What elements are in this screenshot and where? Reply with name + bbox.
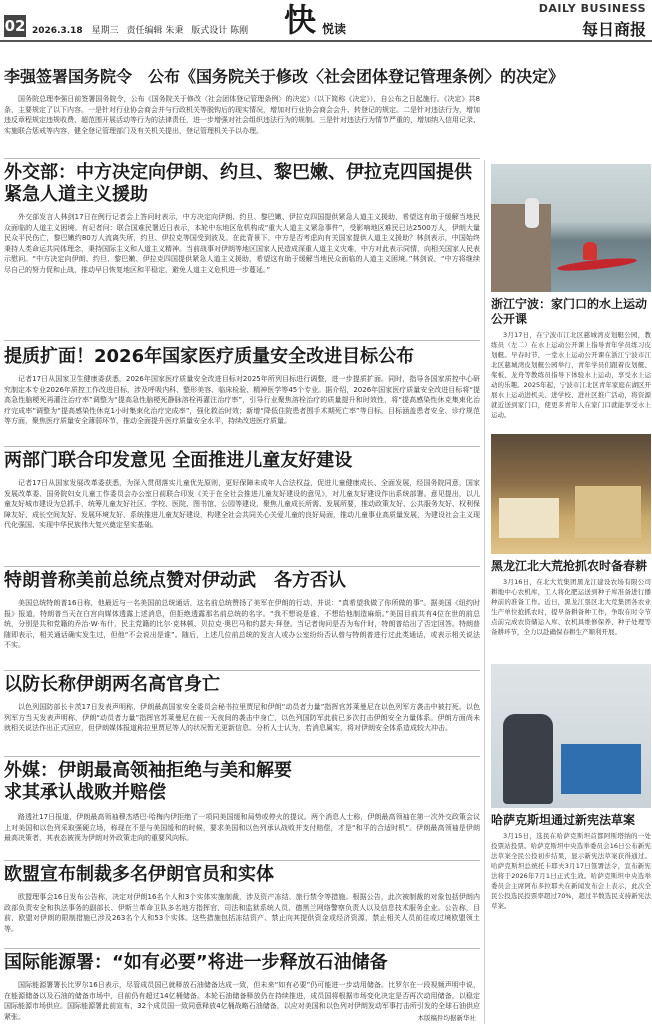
article-body: 记者17日从国家发展改革委获悉，为深入贯彻落实儿童优先原则，更好保障未成年人合法权益，促进儿童健康成长、全面发展，经国务院同意，国家发展改革委、国务院妇女儿童工作委员会办公室日前联合印发《关于在全社会推进儿童友好建设的意见》，对儿童友好建设作出系统部署。意见提出，以儿童友好城市建设为总抓手，统筹儿童友好社区、学校、医院、图书馆、公园等建设，聚焦儿童成长所需、发展所要，推动政策友好、公共服务友好、权利保障友好、成长空间友好、发展环境友好，系统推进儿童友好建设，构建全社会共同关心关爱儿童的良好局面，推动儿童事业高质量发展，为建设社会主义现代化强国、实现中华民族伟大复兴奠定坚实基础。 xyxy=(4,479,480,529)
masthead xyxy=(0,0,652,42)
section-name: 悦读 xyxy=(322,22,347,36)
article-headline[interactable]: 李强签署国务院令 公布《国务院关于修改〈社会团体登记管理条例〉的决定》 xyxy=(4,67,565,86)
article-headline[interactable] xyxy=(4,162,480,208)
photo-story-caption: 3月16日，在北大荒集团黑龙江建设农场有限公司耕地中心农机库，工人将化肥运送到种子库准备进行播种前的准备工作。近日，黑龙江垦区北大荒集团各农业生产单位抢抓农时，提早备耕备种工作，争取在时令节点前完成农资储运入库、农机具维修保养、种子处理等备耕环节，全力以赴确保春耕生产顺利开展。 xyxy=(491,578,651,636)
divider xyxy=(4,948,480,949)
article-headline[interactable]: 两部门联合印发意见 全面推进儿童友好建设 xyxy=(4,450,353,471)
photo-story-title[interactable]: 浙江宁波：家门口的水上运动公开课 xyxy=(491,297,648,326)
article xyxy=(4,450,480,566)
article-body: 欧盟理事会16日发布公告称，决定对伊朗16名个人和3个实体实施制裁，涉及资产冻结、旅行禁令等措施。根据公告，此次被制裁的对象包括伊朗内政部负责安全和执法事务的副部长、伊斯兰革命卫队多名地方指挥官、司法和监狱系统人员、德黑兰网络警察负责人以及信息技术服务企业。公告称，目前，欧盟对伊朗的限制措施已涉及263名个人和53个实体。这些措施包括冻结资产、禁止向其提供资金或经济资源，禁止相关人员前往或过境欧盟领土等。 xyxy=(4,893,480,933)
article xyxy=(4,66,565,158)
photo-story-title[interactable]: 黑龙江北大荒抢抓农时备春耕 xyxy=(491,559,648,573)
article xyxy=(4,162,480,342)
article xyxy=(4,570,480,670)
dateline xyxy=(32,23,253,36)
page-number: 02 xyxy=(4,17,26,35)
weekday: 星期三 xyxy=(91,26,119,36)
brand-english: DAILY BUSINESS xyxy=(538,2,646,15)
photo-ballot-box xyxy=(561,744,641,794)
photo-fertilizer-warehouse xyxy=(491,434,651,554)
side-column xyxy=(484,160,651,1024)
divider xyxy=(4,446,480,447)
section-logo: 快 xyxy=(284,1,317,39)
article-body: 美国总统特朗普16日称，他最近与一名美国前总统通话，这名前总统赞扬了美军在伊朗的行动，并说：“真希望我做了你所做的事”。据美国《纽约时报》报道，特朗普当天在白宫向媒体透露上述消息，但拒绝透露那名前总统的名字。“我不想说是谁，不想给他制造麻烦。”美国目前共有4位在世的前总统，分别是共和党籍的乔治·W·布什，民主党籍的比尔·克林顿、贝拉克·奥巴马和约瑟夫·拜登。当记者询问是否为布什时，特朗普给出了否定回答。特朗普随即表示，相关通话确实发生过，但他“不会说出是谁”。随后，上述几位前总统的发言人或办公室纷纷否认曾与特朗普进行过此类通话，或表示相关说法不实。 xyxy=(4,599,480,649)
photo-voter xyxy=(503,714,553,804)
photo-story xyxy=(491,434,651,657)
article xyxy=(4,674,480,756)
divider xyxy=(4,340,480,341)
photo-sacks xyxy=(575,486,641,538)
photo-story-caption: 3月15日，选民在哈萨克斯坦首都阿斯塔纳的一处投票站投票。哈萨克斯坦中央选举委员会16日公布新宪法草案全民公投初步结果，显示新宪法草案获得通过。哈萨克斯坦总统托卡耶夫3月17日签署法令，宣布新宪法将于2026年7月1日正式生效。哈萨克斯坦中央选举委员会主席阿布多拉耶夫在新闻发布会上表示，此次全民公投选民投票率超过70%，超过半数选民支持新宪法草案。 xyxy=(491,832,651,910)
photo-coach xyxy=(525,198,539,228)
photo-paddler xyxy=(583,242,597,260)
photo-sacks xyxy=(499,498,559,538)
article xyxy=(4,952,480,1022)
photo-story-caption: 3月17日，在宁波市江北区慈城湾皮划艇公园，教练员（左二）在水上运动公开课上指导青年学员练习皮划艇。早春时节，一堂水上运动公开课在浙江宁波市江北区慈城湾皮划艇公园举行，青年学员们跟着皮划艇、桨板、龙舟等教练员指导下体验水上运动，享受水上运动的乐趣。2025年起，宁波市江北区青年家庭在湖区开展水上运动进机关、进学校、进社区推广活动，将资源就近送到家门口，使更多青年人在家门口就能享受水上运动。 xyxy=(491,331,651,419)
article-body: 记者17日从国家卫生健康委获悉，2026年国家医疗质量安全改进目标对2025年所列目标进行调整，进一步提质扩面。同时，指导各国家质控中心研究制定本专业2026年质控工作改进目标，涉及呼吸内科、整形美容、临床检验、精神医学等45个专业。据介绍，2026年国家医疗质量安全改进目标将“提高急性脑梗死再灌注治疗率”调整为“提高急性脑梗死静脉溶栓再灌注治疗率”，引导行业聚焦溶栓治疗的质量提升和时效性，将“提高感染性休克集束化治疗完成率”调整为“提高感染性休克1小时集束化治疗完成率”，强化救治时效；新增“降低住院患者围手术期死亡率”等目标。目标涵盖患者安全、诊疗规范等方面，聚焦医疗质量安全薄弱环节，推动全面提升医疗质量安全水平，持续改进医疗质量。 xyxy=(4,375,480,425)
article-body: 以色列国防部长卡茨17日发表声明称，伊朗最高国家安全委员会秘书拉里贾尼和伊朗“动员者力量”指挥官苏莱曼尼在以色列军方袭击中被打死。以色列军方当天发表声明称，伊朗“动员者力量”指挥官苏莱曼尼在前一天夜间的袭击中身亡，以色列国防军此前已多次打击伊朗安全力量体系。伊朗方面尚未就相关说法作出正式回应，但伊朗媒体报道称拉里贾尼等人的状况暂无更新信息。分析人士认为，若消息属实，将对伊朗安全体系造成较大冲击。 xyxy=(4,703,480,732)
designer-credit: 版式设计 陈刚 xyxy=(191,26,249,36)
divider xyxy=(4,860,480,861)
article-body: 路透社17日报道，伊朗最高领袖穆杰塔巴·哈梅内伊拒绝了一项同美国缓和局势或停火的提议。两个消息人士称，伊朗最高领袖在第一次外交政策会议上对美国和以色列采取强硬立场，称现在不是与美国缓和的时候，要求美国和以色列承认战败并支付赔偿，才是“和平的合适时机”。伊朗最高领袖是伊朗最高决策者，其表态被视为伊朗对外政策走向的重要风向标。 xyxy=(4,813,480,842)
article-headline[interactable]: 以防长称伊朗两名高官身亡 xyxy=(4,674,220,695)
editor-credit: 责任编辑 朱秉 xyxy=(126,26,184,36)
divider xyxy=(4,158,480,159)
article xyxy=(4,864,480,948)
article-body: 外交部发言人林剑17日在例行记者会上答问时表示，中方决定向伊朗、约旦、黎巴嫩、伊拉克四国提供紧急人道主义援助，希望这有助于缓解当地民众面临的人道主义困境。有记者问：联合国难民署近日表示，本轮中东地区危机构成“重大人道主义紧急事件”，受影响地区难民已达2500万人，伊朗大量民众平民伤亡，黎巴嫩约80万人流离失所，约旦、伊拉克等国受到波及。在此背景下，中方是否考虑向有关国家提供人道主义援助？林剑表示，中国始终秉持人类命运共同体理念，秉持国际主义和人道主义精神。当前战事对伊朗等地区国家人民造成深重人道主义灾难，中方对此表示同情，向相关国家人民表示慰问。“中方决定向伊朗、约旦、黎巴嫩、伊拉克四国提供紧急人道主义援助，希望这有助于缓解当地民众面临的人道主义困境。”林剑说，“中方将继续尽自己的努力促和止战，推动早日恢复地区和平稳定，避免人道主义危机进一步蔓延。” xyxy=(4,213,480,274)
article xyxy=(4,760,480,860)
issue-date: 2026.3.18 xyxy=(32,26,83,36)
article xyxy=(4,346,480,446)
headline-text: 外媒：伊朗最高领袖拒绝与美和解要求其承认战败并赔偿 xyxy=(4,760,292,803)
article-headline[interactable] xyxy=(4,760,304,806)
divider xyxy=(4,756,480,757)
divider xyxy=(4,670,480,671)
photo-kayak xyxy=(557,256,638,273)
article-body: 国际能源署署长比罗尔16日表示，尽管成员国已就释放石油储备达成一致，但未来“如有必要”仍可能进一步动用储备。比罗尔在一段视频声明中说，在能源储备以及石油的储备市场中，目前仍有超过14亿桶储备。本轮石油储备释放仍在持续推进，成员国将根据市场变化决定是否再次动用储备，以稳定国际能源市场供应。国际能源署此前宣布，32个成员国一致同意释放4亿桶战略石油储备，以应对美国和以色列对伊朗发动军事打击所引发的全球石油供应紧张。 xyxy=(4,981,480,1021)
brand-chinese: 每日商报 xyxy=(581,20,646,39)
photo-story xyxy=(491,664,651,981)
photo-story-title[interactable]: 哈萨克斯坦通过新宪法草案 xyxy=(491,813,636,827)
article-headline[interactable]: 国际能源署：“如有必要”将进一步释放石油储备 xyxy=(4,952,388,973)
footer-source-note: 本版稿件均据新华社 xyxy=(417,1014,476,1022)
article-headline[interactable]: 提质扩面！2026年国家医疗质量安全改进目标公布 xyxy=(4,346,415,367)
photo-polling-station xyxy=(491,664,651,808)
photo-kayak-class xyxy=(491,164,651,292)
article-body: 国务院总理李强日前签署国务院令，公布《国务院关于修改〈社会团体登记管理条例〉的决定》（以下简称《决定》），自公布之日起施行。《决定》共8条，主要规定了以下内容。一是针对行业协会商会并与行政机关等脱钩后的现实情况，增加对行业协会商会会升、转登记的规定。二是针对违法行为，增加违反章程规定违规收费、超范围开展活动等行为的法律责任，进一步增强对社会组织违法行为的规制。三是针对违法行为情节严重的，增加纳入信用记录、实施联合惩戒等内容，健全登记管理部门及有关机关提出，登记管理机关予以办理。 xyxy=(4,95,480,135)
headline-text: 外交部：中方决定向伊朗、约旦、黎巴嫩、伊拉克四国提供紧急人道主义援助 xyxy=(4,162,472,205)
photo-dock xyxy=(491,204,551,292)
divider xyxy=(4,566,480,567)
article-headline[interactable]: 欧盟宣布制裁多名伊朗官员和实体 xyxy=(4,864,274,885)
photo-story xyxy=(491,164,651,440)
article-headline[interactable]: 特朗普称美前总统点赞对伊动武 各方否认 xyxy=(4,570,346,591)
